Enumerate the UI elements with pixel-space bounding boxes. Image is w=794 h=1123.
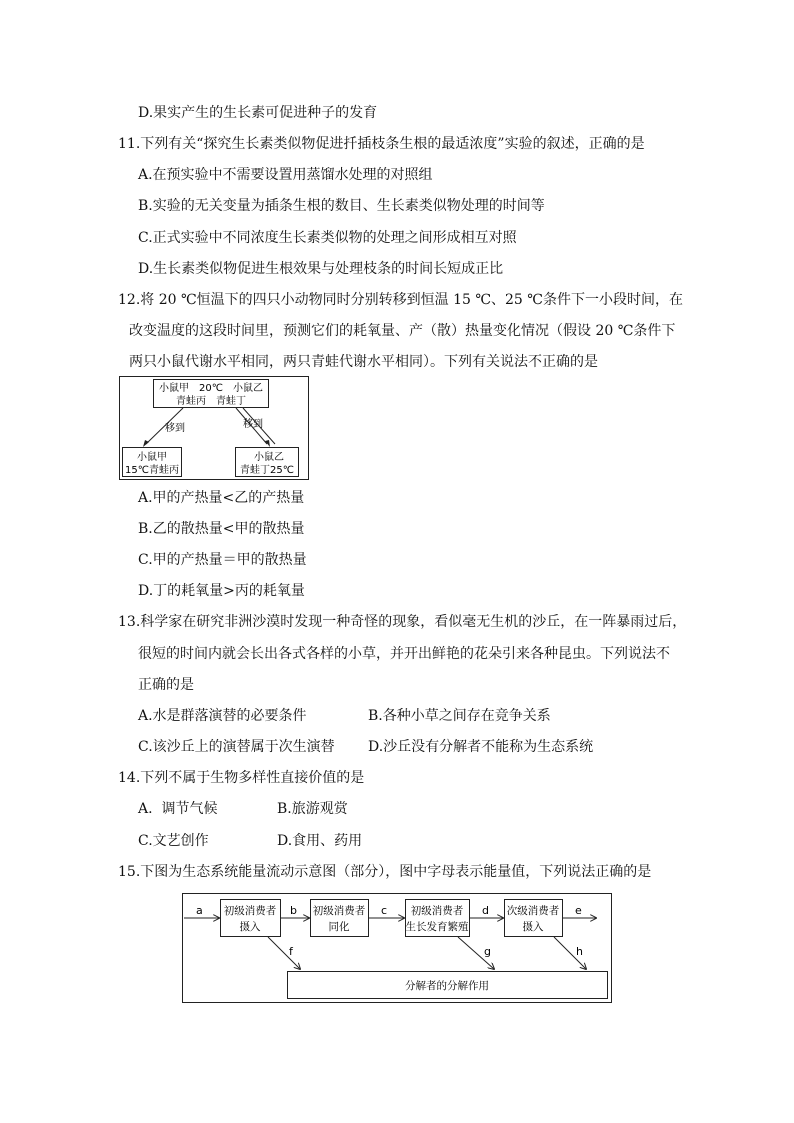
q11-option-c: C.正式实验中不同浓度生长素类似物的处理之间形成相互对照: [138, 230, 517, 246]
q15-energy-flow-diagram: [182, 893, 612, 1003]
q11-stem: 11.下列有关“探究生长素类似物促进扦插枝条生根的最适浓度”实验的叙述，正确的是: [118, 136, 645, 152]
q13-stem-line-1: 13.科学家在研究非洲沙漠时发现一种奇怪的现象，看似毫无生机的沙丘，在一阵暴雨过后，: [118, 614, 687, 630]
q13-option-a: A.水是群落演替的必要条件: [138, 708, 307, 724]
q13-stem-line-3: 正确的是: [138, 677, 194, 693]
q15-stem: 15.下图为生态系统能量流动示意图（部分），图中字母表示能量值，下列说法正确的是: [118, 864, 652, 880]
q12-top-box-line-2: 青蛙丙 青蛙丁: [176, 396, 246, 407]
q15-box1-line-2: 摄入: [239, 921, 261, 933]
q11-option-b: B.实验的无关变量为插条生根的数目、生长素类似物处理的时间等: [138, 198, 545, 214]
q13-stem-line-2: 很短的时间内就会长出各式各样的小草，并开出鲜艳的花朵引来各种昆虫。下列说法不: [138, 646, 670, 662]
q15-label-a: a: [196, 904, 203, 917]
q12-stem-line-3: 两只小鼠代谢水平相同，两只青蛙代谢水平相同）。下列有关说法不正确的是: [129, 354, 598, 370]
q14-option-a: A. 调节气候: [138, 801, 218, 817]
q15-label-d: d: [482, 904, 489, 917]
q15-box3-line-2: 生长发育繁殖: [405, 921, 469, 933]
q12-option-c: C.甲的产热量＝甲的散热量: [138, 552, 307, 568]
q15-label-h: h: [576, 945, 583, 958]
q10-option-d: D.果实产生的生长素可促进种子的发育: [138, 105, 378, 121]
q12-stem-line-2: 改变温度的这段时间里，预测它们的耗氧量、产（散）热量变化情况（假设 20 ℃条件下: [129, 323, 676, 339]
q12-option-b: B.乙的散热量<甲的散热量: [138, 521, 305, 537]
q12-left-box-line-1: 小鼠甲: [137, 452, 167, 463]
q12-arrow-left-label: 移到: [165, 423, 185, 434]
q15-box3-line-1: 初级消费者: [410, 905, 464, 917]
q11-option-a: A.在预实验中不需要设置用蒸馏水处理的对照组: [138, 167, 433, 183]
q12-stem-line-1: 12.将 20 ℃恒温下的四只小动物同时分别转移到恒温 15 ℃、25 ℃条件下一小段时间，在: [118, 292, 683, 308]
q14-option-b: B.旅游观赏: [277, 801, 348, 817]
q12-right-box-line-1: 小鼠乙: [254, 452, 284, 463]
q13-option-b: B.各种小草之间存在竞争关系: [368, 708, 551, 724]
q15-box4-line-2: 摄入: [522, 921, 544, 933]
q12-right-box-line-2: 青蛙丁25℃: [240, 465, 294, 476]
q15-decomposer-box: 分解者的分解作用: [405, 980, 489, 992]
q15-label-f: f: [289, 945, 293, 958]
q12-option-a: A.甲的产热量<乙的产热量: [138, 490, 305, 506]
q14-option-c: C.文艺创作: [138, 833, 209, 849]
q12-top-box-line-1: 小鼠甲 20℃ 小鼠乙: [159, 383, 263, 394]
q12-option-d: D.丁的耗氧量>丙的耗氧量: [138, 583, 305, 599]
q15-box4-line-1: 次级消费者: [506, 905, 560, 917]
q11-option-d: D.生长素类似物促进生根效果与处理枝条的时间长短成正比: [138, 261, 504, 277]
q15-label-b: b: [290, 904, 297, 917]
q12-temperature-diagram: [119, 376, 309, 480]
q13-option-c: C.该沙丘上的演替属于次生演替: [138, 739, 335, 755]
q15-box2-line-2: 同化: [328, 921, 350, 933]
q15-box2-line-1: 初级消费者: [312, 905, 366, 917]
q12-left-box-line-2: 15℃青蛙丙: [125, 465, 179, 476]
q15-box1-line-1: 初级消费者: [223, 905, 277, 917]
q13-option-d: D.沙丘没有分解者不能称为生态系统: [368, 739, 594, 755]
q12-arrow-right-label: 移到: [243, 419, 263, 430]
q15-label-e: e: [575, 904, 582, 917]
q14-option-d: D.食用、药用: [277, 833, 363, 849]
q14-stem: 14.下列不属于生物多样性直接价值的是: [118, 770, 365, 786]
q15-label-g: g: [484, 945, 491, 958]
q15-label-c: c: [381, 904, 388, 917]
